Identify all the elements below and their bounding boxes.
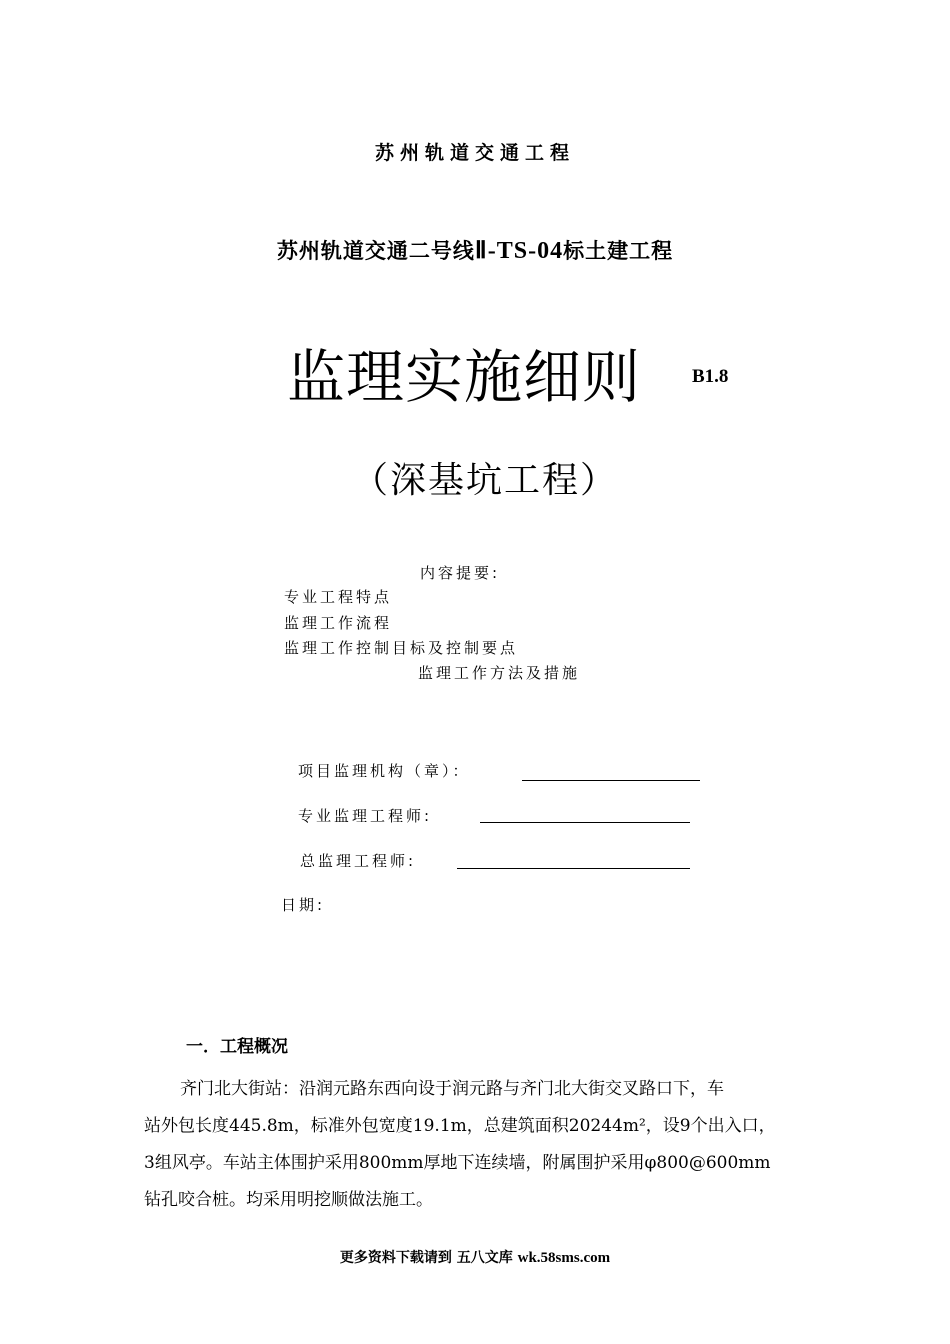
supervision-org-label: 项目监理机构（章）： (298, 762, 471, 780)
org-title: 苏州轨道交通工程 (374, 142, 575, 164)
footer (0, 1247, 950, 1267)
project-overview-paragraph (144, 1071, 800, 1219)
paragraph-line: 站外包长度445.8m，标准外包宽度19.1m，总建筑面积20244m²，设9个出入口， (144, 1116, 776, 1136)
specialist-engineer-signature-line[interactable] (480, 822, 690, 823)
footer-text: 更多资料下载请到 五八文库 (339, 1250, 518, 1266)
paragraph-line: 钻孔咬合桩。均采用明挖顺做法施工。 (144, 1190, 433, 1210)
section-heading: 一．工程概况 (186, 1037, 288, 1057)
specialist-engineer-label: 专业监理工程师: (298, 807, 433, 825)
document-code: B1.8 (692, 366, 729, 387)
summary-item: 监理工作方法及措施 (418, 664, 581, 682)
summary-item: 监理工作流程 (284, 614, 393, 632)
paragraph-line: 齐门北大街站：沿润元路东西向设于润元路与齐门北大街交叉路口下，车 (180, 1079, 724, 1099)
summary-heading: 内容提要: (420, 564, 501, 582)
subtitle: （深基坑工程） (352, 460, 619, 501)
footer-url[interactable]: wk.58sms.com (517, 1250, 611, 1266)
date-label: 日期: (281, 896, 326, 914)
chief-engineer-label: 总监理工程师: (300, 852, 417, 870)
project-title-suffix: 标土建工程 (563, 239, 674, 263)
paragraph-line: 3组风亭。车站主体围护采用800mm厚地下连续墙，附属围护采用φ800@600mm (144, 1153, 771, 1173)
project-title (0, 235, 950, 265)
main-title: 监理实施细则 (287, 343, 642, 411)
supervision-org-signature-line[interactable] (522, 780, 700, 781)
chief-engineer-signature-line[interactable] (457, 868, 690, 869)
summary-item: 专业工程特点 (284, 588, 393, 606)
project-title-code: Ⅱ-TS-04 (474, 238, 564, 264)
summary-item: 监理工作控制目标及控制要点 (284, 639, 519, 657)
project-title-prefix: 苏州轨道交通二号线 (276, 239, 475, 263)
